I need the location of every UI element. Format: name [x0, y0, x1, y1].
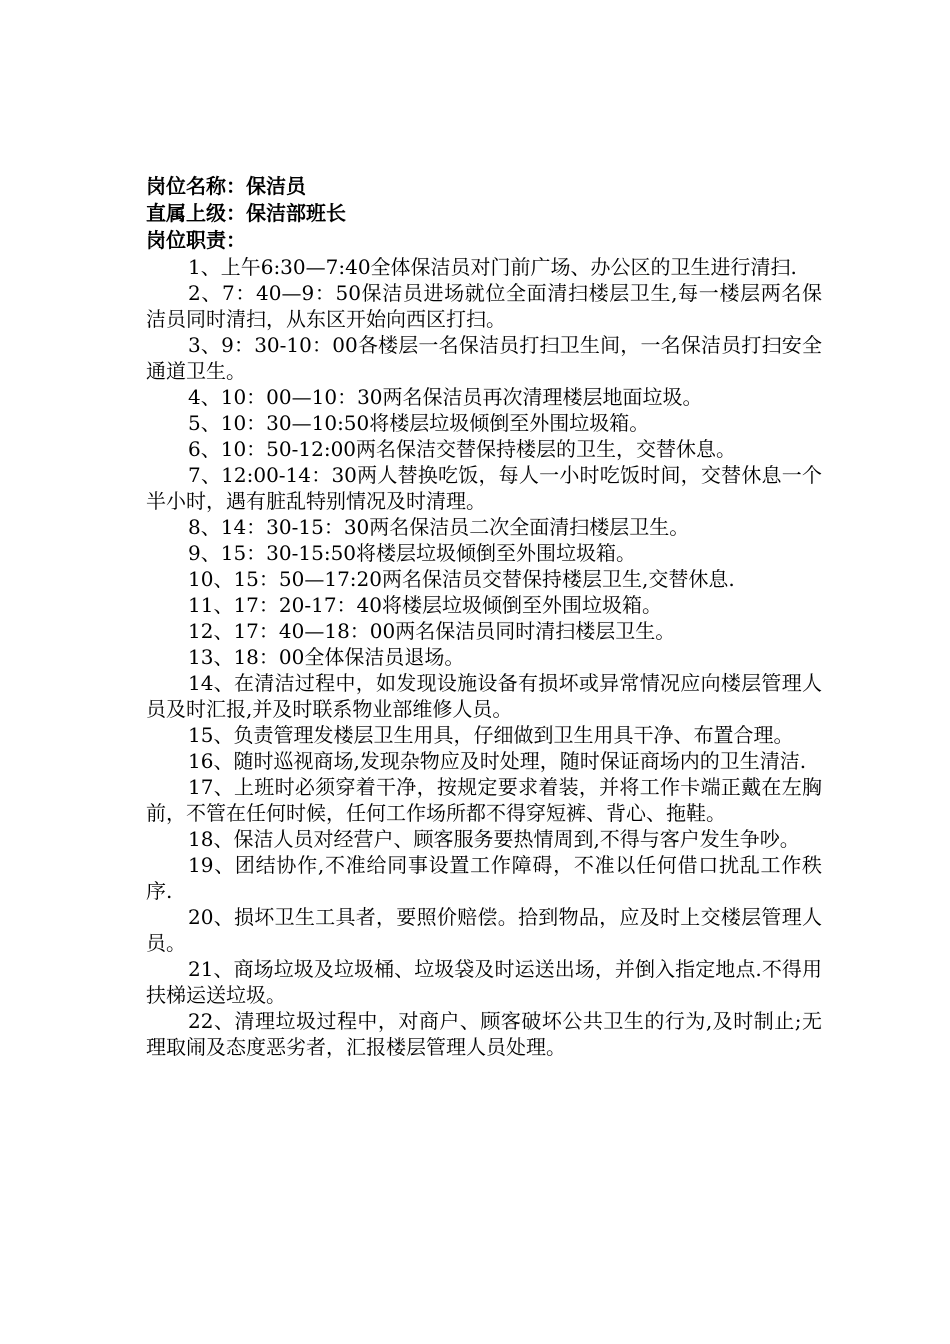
duty-item: 14、在清洁过程中，如发现设施设备有损坏或异常情况应向楼层管理人员及时汇报,并及时联系物业部维修人员。	[146, 671, 822, 721]
duties-heading: 岗位职责：	[146, 228, 246, 252]
duty-item: 12、17：40—18：00两名保洁员同时清扫楼层卫生。	[188, 619, 676, 643]
duty-item: 21、商场垃圾及垃圾桶、垃圾袋及时运送出场，并倒入指定地点.不得用扶梯运送垃圾。	[146, 957, 822, 1007]
duty-item: 20、损坏卫生工具者，要照价赔偿。拾到物品，应及时上交楼层管理人员。	[146, 905, 822, 955]
duty-item: 10、15：50—17:20两名保洁员交替保持楼层卫生,交替休息.	[188, 567, 735, 591]
duty-item: 13、18：00全体保洁员退场。	[188, 645, 465, 669]
duty-item: 16、随时巡视商场,发现杂物应及时处理，随时保证商场内的卫生清洁.	[188, 749, 807, 773]
duty-item: 4、10：00—10：30两名保洁员再次清理楼层地面垃圾。	[188, 385, 703, 409]
duty-item: 11、17：20-17：40将楼层垃圾倾倒至外围垃圾箱。	[188, 593, 663, 617]
position-name: 岗位名称：保洁员	[146, 174, 306, 198]
duty-item: 7、12:00-14：30两人替换吃饭，每人一小时吃饭时间，交替休息一个半小时，遇有脏乱特别情况及时清理。	[146, 463, 822, 513]
job-description-document	[146, 173, 822, 1060]
duty-item: 18、保洁人员对经营户、顾客服务要热情周到,不得与客户发生争吵。	[188, 827, 800, 851]
duty-item: 8、14：30-15：30两名保洁员二次全面清扫楼层卫生。	[188, 515, 690, 539]
duty-item: 17、上班时必须穿着干净，按规定要求着装，并将工作卡端正戴在左胸前，不管在任何时候，任何工作场所都不得穿短裤、背心、拖鞋。	[146, 775, 822, 825]
duties-list	[146, 254, 822, 1060]
duty-item: 22、清理垃圾过程中，对商户、顾客破坏公共卫生的行为,及时制止;无理取闹及态度恶劣者，汇报楼层管理人员处理。	[146, 1009, 822, 1059]
duty-item: 2、7：40—9：50保洁员进场就位全面清扫楼层卫生,每一楼层两名保洁员同时清扫，从东区开始向西区打扫。	[146, 281, 822, 331]
duty-item: 19、团结协作,不准给同事设置工作障碍，不准以任何借口扰乱工作秩序.	[146, 853, 822, 903]
duty-item: 1、上午6:30—7:40全体保洁员对门前广场、办公区的卫生进行清扫.	[188, 255, 797, 279]
duty-item: 15、负责管理发楼层卫生用具，仔细做到卫生用具干净、布置合理。	[188, 723, 794, 747]
duty-item: 3、9：30-10：00各楼层一名保洁员打扫卫生间，一名保洁员打扫安全通道卫生。	[146, 333, 822, 383]
direct-supervisor: 直属上级：保洁部班长	[146, 201, 346, 225]
duty-item: 9、15：30-15:50将楼层垃圾倾倒至外围垃圾箱。	[188, 541, 637, 565]
duty-item: 5、10：30—10:50将楼层垃圾倾倒至外围垃圾箱。	[188, 411, 650, 435]
duty-item: 6、10：50-12:00两名保洁交替保持楼层的卫生，交替休息。	[188, 437, 737, 461]
